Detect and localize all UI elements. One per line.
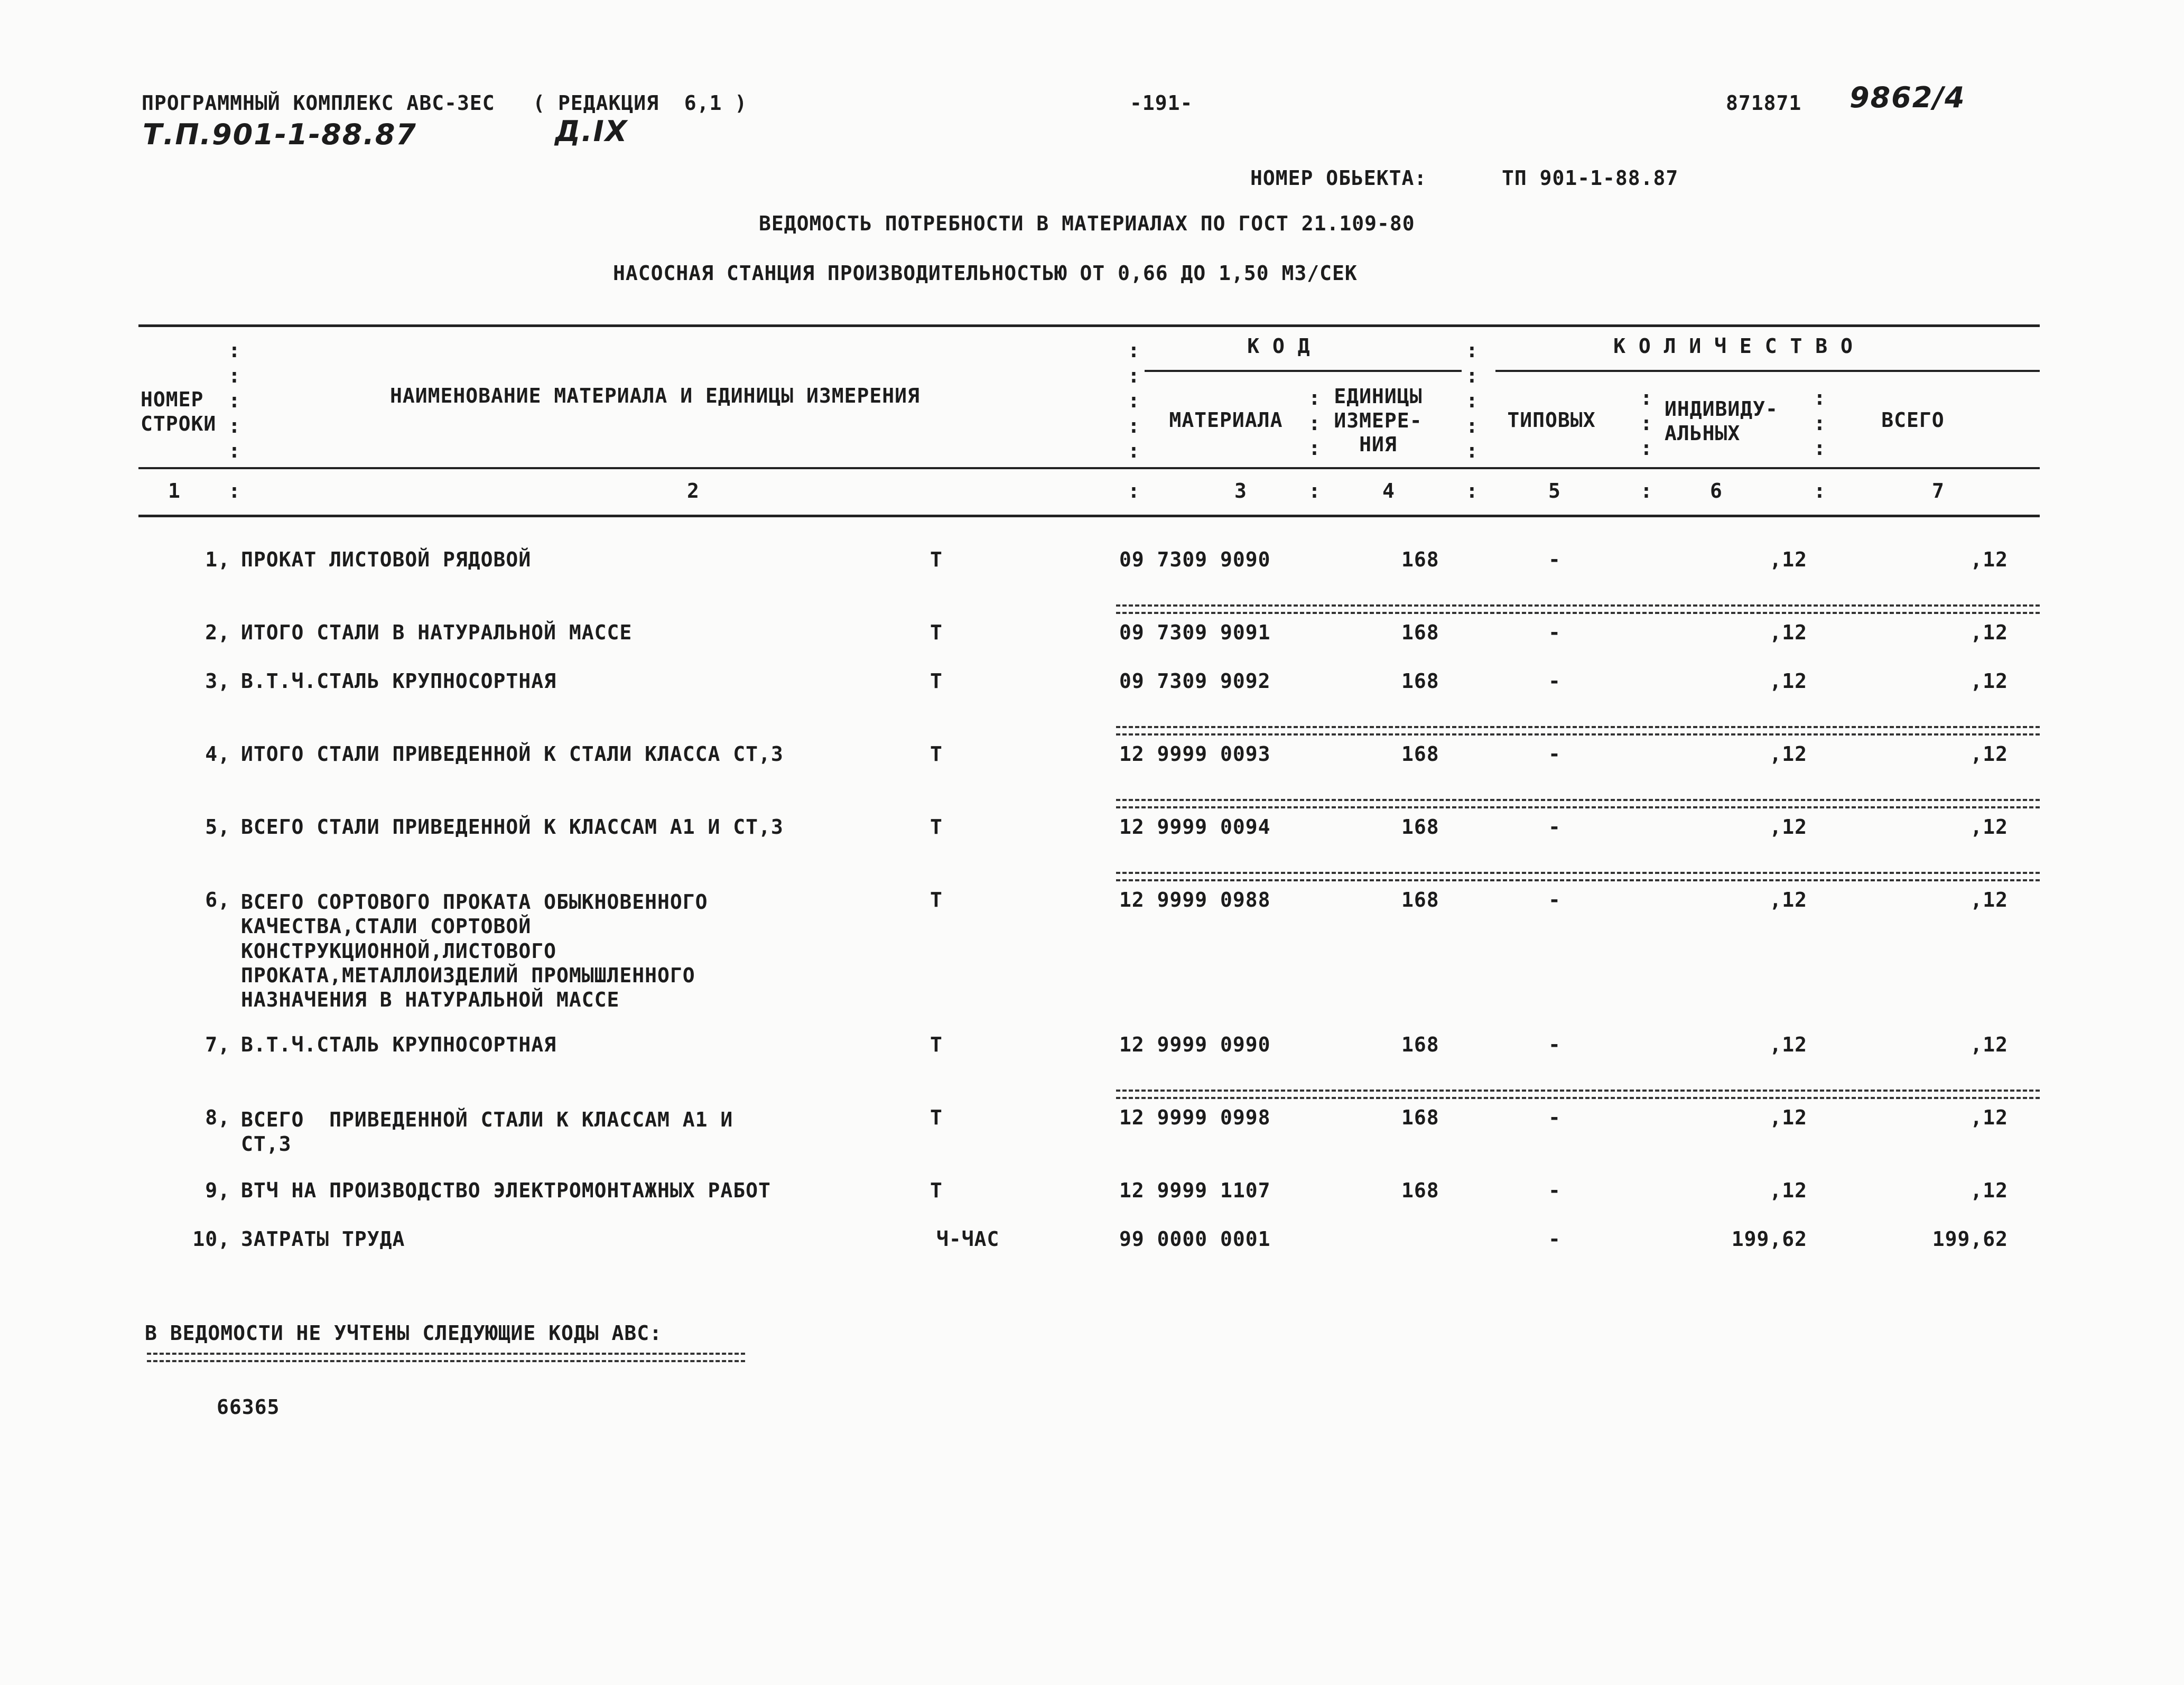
row-typical-qty: -	[1548, 669, 1561, 693]
col-number-6: 6	[1710, 479, 1723, 502]
row-typical-qty: -	[1548, 742, 1561, 766]
row-number: 3,	[205, 669, 230, 693]
object-label: НОМЕР ОБЬЕКТА:	[1250, 166, 1427, 190]
row-number: 4,	[205, 742, 230, 766]
row-material-name: В.Т.Ч.СТАЛЬ КРУПНОСОРТНАЯ	[241, 1033, 556, 1056]
col-number-5: 5	[1548, 479, 1561, 502]
row-unit: Т	[930, 888, 943, 911]
row-unit: Т	[930, 669, 943, 693]
row-material-code: 12 9999 0094	[1119, 815, 1271, 839]
col-individual-header: ИНДИВИДУ- АЛЬНЫХ	[1665, 397, 1778, 445]
page-number: -191-	[1130, 91, 1193, 115]
row-unit: Т	[930, 548, 943, 571]
header-separators: : : : : :	[1128, 339, 1140, 462]
row-unit: Т	[930, 1033, 943, 1056]
header-bottom-rule	[138, 515, 2040, 517]
handwritten-project-number: Т.П.901-1-88.87	[143, 118, 417, 151]
row-unit-code: 168	[1401, 621, 1439, 644]
row-material-name: ПРОКАТ ЛИСТОВОЙ РЯДОВОЙ	[241, 548, 532, 571]
program-title: ПРОГРАММНЫЙ КОМПЛЕКС АВС-ЗЕС ( РЕДАКЦИЯ 6,1 )	[142, 91, 748, 115]
row-unit-code: 168	[1401, 1033, 1439, 1056]
row-total-qty: ,12	[1970, 742, 2008, 766]
row-unit: Т	[930, 1179, 943, 1202]
row-material-name: В.Т.Ч.СТАЛЬ КРУПНОСОРТНАЯ	[241, 669, 556, 693]
row-unit-code: 168	[1401, 1179, 1439, 1202]
row-unit: Т	[930, 621, 943, 644]
row-number: 2,	[205, 621, 230, 644]
header-separators: : : : : :	[1466, 339, 1478, 462]
row-material-name: ВСЕГО ПРИВЕДЕННОЙ СТАЛИ К КЛАССАМ А1 И СТ,3	[241, 1108, 733, 1156]
col-row-number-header: НОМЕР СТРОКИ	[141, 388, 217, 435]
row-unit-code: 168	[1401, 669, 1439, 693]
col-total-header: ВСЕГО	[1881, 408, 1945, 432]
row-number: 10,	[192, 1227, 230, 1251]
quantity-group-underline	[1495, 370, 2040, 372]
header-separators: : : :	[1640, 386, 1652, 460]
row-individual-qty: ,12	[1769, 742, 1807, 766]
header-separators: : : :	[1308, 386, 1321, 460]
number-row-separators: :	[228, 479, 240, 502]
object-value: ТП 901-1-88.87	[1502, 166, 1679, 190]
footer-note: В ВЕДОМОСТИ НЕ УЧТЕНЫ СЛЕДУЮЩИЕ КОДЫ АВС:	[145, 1321, 662, 1345]
quantity-group-header: К О Л И Ч Е С Т В О	[1613, 334, 1853, 358]
row-unit-code: 168	[1401, 815, 1439, 839]
handwritten-album: Д.IX	[555, 115, 628, 148]
footer-note-underline	[147, 1353, 745, 1362]
row-individual-qty: ,12	[1769, 888, 1807, 911]
row-material-code: 99 0000 0001	[1119, 1227, 1271, 1251]
row-individual-qty: ,12	[1769, 548, 1807, 571]
subtotal-double-rule	[1116, 872, 2040, 881]
row-typical-qty: -	[1548, 548, 1561, 571]
row-unit-code: 168	[1401, 1106, 1439, 1129]
row-material-name: ИТОГО СТАЛИ ПРИВЕДЕННОЙ К СТАЛИ КЛАССА СТ,3	[241, 742, 784, 766]
row-unit: Т	[930, 815, 943, 839]
number-row-separators: :	[1308, 479, 1321, 502]
row-individual-qty: ,12	[1769, 1106, 1807, 1129]
row-typical-qty: -	[1548, 1179, 1561, 1202]
row-typical-qty: -	[1548, 1033, 1561, 1056]
table-top-rule	[138, 324, 2040, 327]
row-individual-qty: ,12	[1769, 1033, 1807, 1056]
row-individual-qty: ,12	[1769, 1179, 1807, 1202]
col-name-header: НАИМЕНОВАНИЕ МАТЕРИАЛА И ЕДИНИЦЫ ИЗМЕРЕНИЯ	[390, 384, 920, 407]
row-total-qty: ,12	[1970, 1106, 2008, 1129]
col-number-7: 7	[1932, 479, 1945, 502]
code-group-header: К О Д	[1247, 334, 1311, 358]
handwritten-doc-number: 9862/4	[1850, 81, 1966, 114]
row-material-name: ВСЕГО СТАЛИ ПРИВЕДЕННОЙ К КЛАССАМ А1 И СТ,3	[241, 815, 784, 839]
subtotal-double-rule	[1116, 604, 2040, 614]
number-row-separators: :	[1640, 479, 1652, 502]
row-material-code: 12 9999 0990	[1119, 1033, 1271, 1056]
row-individual-qty: ,12	[1769, 669, 1807, 693]
row-number: 8,	[205, 1106, 230, 1129]
col-unit-header: ЕДИНИЦЫ ИЗМЕРЕ- НИЯ	[1334, 385, 1423, 457]
row-total-qty: ,12	[1970, 1033, 2008, 1056]
row-individual-qty: ,12	[1769, 621, 1807, 644]
footer-code: 66365	[217, 1395, 280, 1419]
col-number-3: 3	[1234, 479, 1247, 502]
subtotal-double-rule	[1116, 799, 2040, 808]
subtotal-double-rule	[1116, 726, 2040, 736]
row-unit-code: 168	[1401, 888, 1439, 911]
row-number: 7,	[205, 1033, 230, 1056]
row-individual-qty: ,12	[1769, 815, 1807, 839]
row-typical-qty: -	[1548, 1106, 1561, 1129]
row-material-code: 12 9999 0093	[1119, 742, 1271, 766]
col-number-1: 1	[168, 479, 181, 502]
row-unit-code: 168	[1401, 742, 1439, 766]
row-material-code: 12 9999 0998	[1119, 1106, 1271, 1129]
row-number: 9,	[205, 1179, 230, 1202]
row-typical-qty: -	[1548, 888, 1561, 911]
row-unit: Т	[930, 1106, 943, 1129]
row-material-name: ВТЧ НА ПРОИЗВОДСТВО ЭЛЕКТРОМОНТАЖНЫХ РАБОТ	[241, 1179, 771, 1202]
row-typical-qty: -	[1548, 815, 1561, 839]
row-material-code: 12 9999 0988	[1119, 888, 1271, 911]
row-total-qty: ,12	[1970, 815, 2008, 839]
document-title: ВЕДОМОСТЬ ПОТРЕБНОСТИ В МАТЕРИАЛАХ ПО ГОСТ 21.109-80	[759, 212, 1415, 235]
code-group-underline	[1145, 370, 1462, 372]
document-code: 871871	[1726, 91, 1802, 115]
row-total-qty: ,12	[1970, 621, 2008, 644]
row-material-code: 09 7309 9091	[1119, 621, 1271, 644]
row-total-qty: ,12	[1970, 888, 2008, 911]
row-number: 6,	[205, 888, 230, 911]
row-material-name: ЗАТРАТЫ ТРУДА	[241, 1227, 405, 1251]
row-unit: Ч-ЧАС	[936, 1227, 1000, 1251]
header-separators: : : :	[1814, 386, 1826, 460]
row-material-name: ИТОГО СТАЛИ В НАТУРАЛЬНОЙ МАССЕ	[241, 621, 633, 644]
row-unit: Т	[930, 742, 943, 766]
col-number-4: 4	[1382, 479, 1395, 502]
row-number: 1,	[205, 548, 230, 571]
row-material-code: 09 7309 9090	[1119, 548, 1271, 571]
subtotal-double-rule	[1116, 1090, 2040, 1099]
row-typical-qty: -	[1548, 1227, 1561, 1251]
col-number-2: 2	[687, 479, 700, 502]
number-row-separators: :	[1128, 479, 1140, 502]
row-material-code: 09 7309 9092	[1119, 669, 1271, 693]
number-row-separators: :	[1814, 479, 1826, 502]
document-subtitle: НАСОСНАЯ СТАНЦИЯ ПРОИЗВОДИТЕЛЬНОСТЬЮ ОТ 0,66 ДО 1,50 М3/СЕК	[613, 262, 1358, 285]
row-material-name: ВСЕГО СОРТОВОГО ПРОКАТА ОБЫКНОВЕННОГО КАЧЕСТВА,СТАЛИ СОРТОВОЙ КОНСТРУКЦИОННОЙ,ЛИСТОВОГО ПРОКАТА,МЕТАЛЛОИЗДЕЛИЙ ПРОМЫШЛЕННОГО НАЗНАЧЕНИЯ В НАТУРАЛЬНОЙ МАССЕ	[241, 890, 708, 1012]
row-typical-qty: -	[1548, 621, 1561, 644]
row-individual-qty: 199,62	[1731, 1227, 1807, 1251]
row-unit-code: 168	[1401, 548, 1439, 571]
row-total-qty: ,12	[1970, 548, 2008, 571]
row-material-code: 12 9999 1107	[1119, 1179, 1271, 1202]
col-typical-header: ТИПОВЫХ	[1507, 408, 1596, 432]
row-total-qty: ,12	[1970, 1179, 2008, 1202]
number-row-separators: :	[1466, 479, 1478, 502]
row-total-qty: 199,62	[1932, 1227, 2008, 1251]
row-total-qty: ,12	[1970, 669, 2008, 693]
row-number: 5,	[205, 815, 230, 839]
col-material-header: МАТЕРИАЛА	[1169, 408, 1283, 432]
header-separators: : : : : :	[228, 339, 240, 462]
header-mid-rule	[138, 467, 2040, 469]
